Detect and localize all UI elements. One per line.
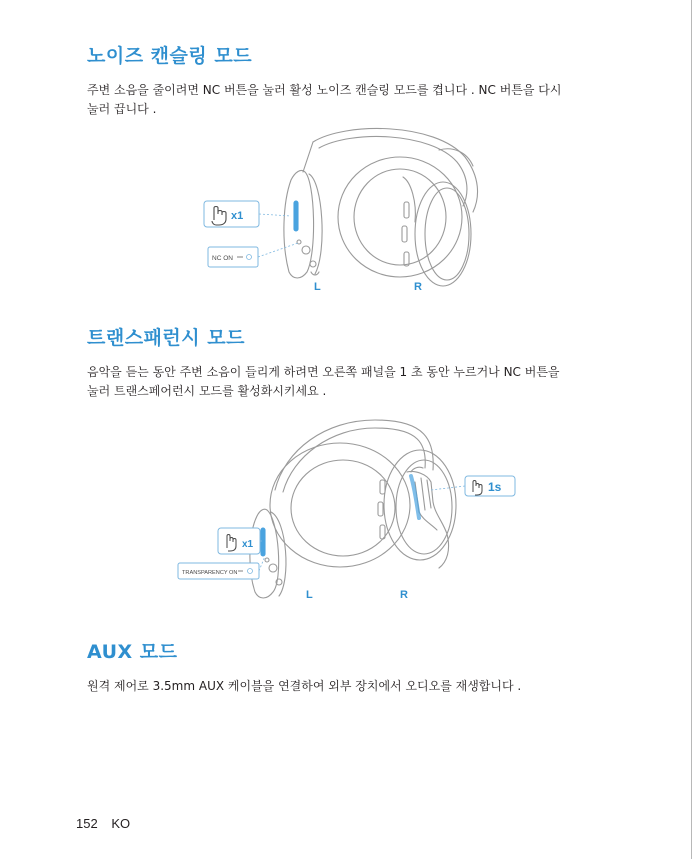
left-side-label: L (314, 281, 321, 293)
press-count-label: x1 (231, 210, 244, 222)
body-line: 눌러 트랜스페어런시 모드를 활성화시키세요 . (87, 384, 327, 398)
section-body-transparency (87, 363, 627, 401)
press-callout (218, 528, 263, 554)
language-code: KO (111, 816, 131, 831)
left-side-label: L (306, 589, 313, 601)
nc-button (294, 201, 298, 231)
mode-label: TRANSPARENCY ON (182, 570, 238, 576)
right-side-label: R (400, 589, 408, 601)
body-line: 음악을 듣는 동안 주변 소음이 들리게 하려면 오른쪽 패널을 1 초 동안 누르거나 NC 버튼을 (87, 365, 560, 379)
page-footer (76, 816, 140, 831)
section-title-noise-cancelling: 노이즈 캔슬링 모드 (87, 45, 253, 67)
mode-callout (178, 556, 265, 579)
hold-callout (431, 476, 515, 496)
section-title-transparency: 트랜스패런시 모드 (87, 327, 245, 349)
nc-button (261, 528, 265, 556)
press-callout (204, 201, 291, 227)
body-line: 원격 제어로 3.5mm AUX 케이블을 연결하여 외부 장치에서 오디오를 재생합니다 . (87, 679, 522, 693)
section-body-aux (87, 677, 627, 696)
mode-label: NC ON (212, 255, 233, 262)
figure-headphones-nc (195, 122, 495, 297)
rear-earcup-outline (338, 157, 462, 277)
figure-headphones-transparency (175, 410, 520, 605)
body-line: 눌러 끕니다 . (87, 102, 157, 116)
page-number: 152 (76, 816, 98, 831)
hold-duration-label: 1s (488, 480, 502, 494)
body-line: 주변 소음을 줄이려면 NC 버튼을 눌러 활성 노이즈 캔슬링 모드를 켭니다 . NC 버튼을 다시 (87, 83, 562, 97)
left-earcup-outline (284, 170, 314, 278)
section-title-aux: AUX 모드 (87, 641, 178, 663)
right-side-label: R (414, 281, 422, 293)
section-body-noise-cancelling (87, 81, 627, 119)
press-count-label: x1 (242, 539, 254, 550)
